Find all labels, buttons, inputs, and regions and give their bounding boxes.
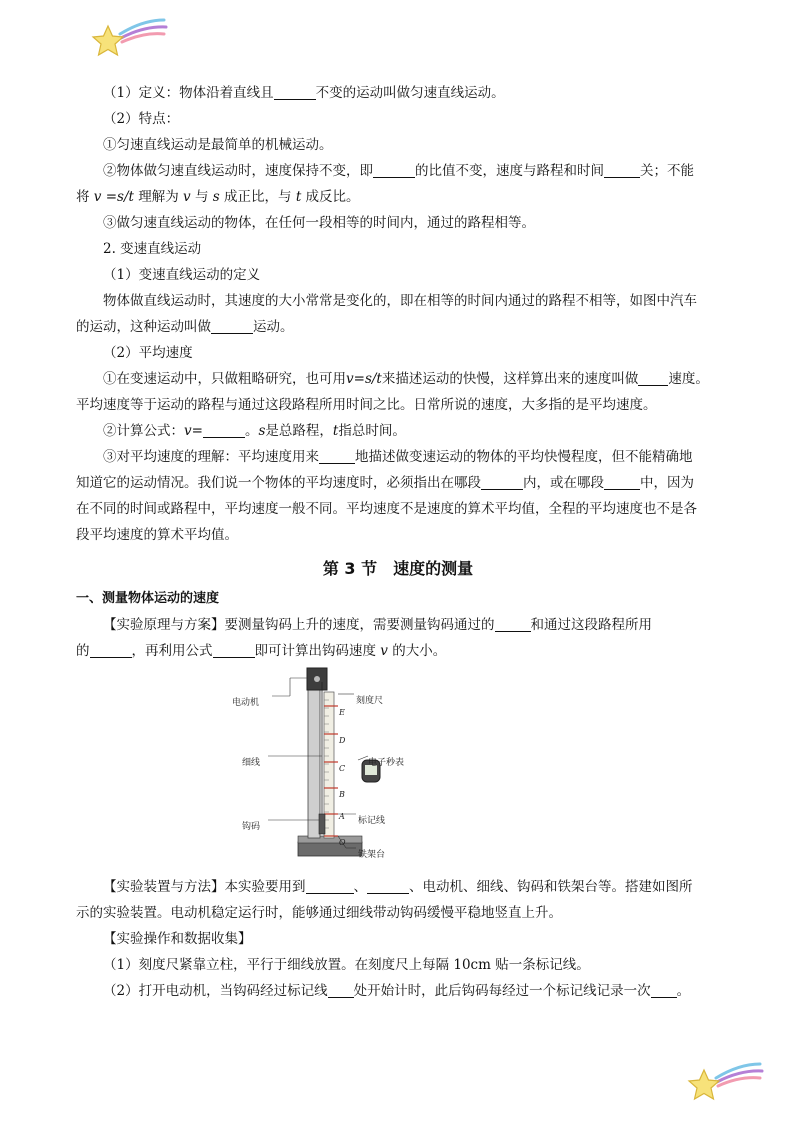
text: 。 (244, 423, 259, 439)
text: 【实验原理与方案】要测量钩码上升的速度，需要测量钩码通过的 (103, 617, 495, 633)
fill-blank[interactable] (203, 423, 245, 438)
label-stand: 铁架台 (358, 850, 386, 860)
text: ②计算公式： (103, 423, 184, 439)
text: ①在变速运动中，只做粗略研究，也可用 (103, 371, 346, 387)
fill-blank[interactable] (651, 983, 677, 998)
text: 理解为 (133, 189, 184, 205)
shooting-star-icon (88, 12, 168, 62)
paragraph-apparatus-cont: 示的实验装置。电动机稳定运行时，能够通过细线带动钩码缓慢平稳地竖直上升。 (76, 905, 562, 921)
var-s: s (212, 189, 220, 205)
text: 速度。 (668, 371, 709, 387)
text: = (191, 423, 203, 439)
fill-blank[interactable] (604, 475, 640, 490)
text: 关；不能 (640, 163, 694, 179)
paragraph-average-speed: （2）平均速度 (103, 345, 193, 361)
text: 中，因为 (640, 475, 694, 491)
paragraph-variable-text (76, 288, 720, 314)
fill-blank[interactable] (367, 879, 409, 894)
fill-blank[interactable] (274, 85, 316, 100)
mark-letter: A (339, 812, 345, 821)
text: 的大小。 (387, 643, 447, 659)
label-motor: 电动机 (232, 698, 260, 708)
text: （1）定义：物体沿着直线且 (103, 85, 274, 101)
paragraph-understanding-cont (76, 470, 720, 496)
paragraph-variable-definition: （1）变速直线运动的定义 (103, 267, 261, 283)
paragraph-feature-3: ③做匀速直线运动的物体，在任何一段相等的时间内，通过的路程相等。 (103, 215, 535, 231)
fill-blank[interactable] (306, 879, 354, 894)
text: 成正比，与 (219, 189, 296, 205)
paragraph-feature-2 (76, 158, 720, 184)
mark-letter: O (339, 838, 346, 847)
fill-blank[interactable] (328, 983, 354, 998)
text: 指总时间。 (338, 423, 406, 439)
text: 的比值不变，速度与路程和时间 (415, 163, 604, 179)
text: 。 (676, 983, 691, 999)
label-stopwatch: 电子秒表 (368, 758, 405, 768)
text: 处开始计时，此后钩码每经过一个标记线记录一次 (353, 983, 651, 999)
var-v: v (93, 189, 102, 205)
paragraph-formula (76, 418, 720, 444)
paragraph-understanding-cont2: 在不同的时间或路程中，平均速度一般不同。平均速度不是速度的算术平均值，全程的平均速度也不是各 (76, 501, 697, 517)
fill-blank[interactable] (638, 371, 668, 386)
text: 地描述做变速运动的物体的平均快慢程度，但不能精确地 (355, 449, 693, 465)
paragraph-features: （2）特点： (103, 111, 180, 127)
paragraph-variable-text-cont (76, 314, 720, 340)
text: 将 (76, 189, 94, 205)
text: 即可计算出钩码速度 (254, 643, 381, 659)
document-body (76, 80, 720, 1004)
paragraph-feature-1: ①匀速直线运动是最简单的机械运动。 (103, 137, 333, 153)
experiment-figure (76, 664, 720, 874)
paragraph-understanding (76, 444, 720, 470)
var-v: v (183, 189, 191, 205)
var-t: t (332, 423, 339, 439)
fill-blank[interactable] (90, 643, 132, 658)
text: 知道它的运动情况。我们说一个物体的平均速度时，必须指出在哪段 (76, 475, 481, 491)
fill-blank[interactable] (213, 643, 255, 658)
text: 物体做直线运动时，其速度的大小常常是变化的，即在相等的时间内通过的路程不相等，如图中汽车 (103, 293, 697, 309)
mark-letter: D (339, 736, 346, 745)
paragraph-average-1-cont: 平均速度等于运动的路程与通过这段路程所用时间之比。日常所说的速度，大多指的是平均速度。 (76, 397, 657, 413)
text: 来描述运动的快慢，这样算出来的速度叫做 (381, 371, 639, 387)
text: ②物体做匀速直线运动时，速度保持不变，即 (103, 163, 373, 179)
subheading-measure: 一、测量物体运动的速度 (76, 591, 220, 606)
label-ruler: 刻度尺 (356, 696, 384, 706)
var-s: s (258, 423, 266, 439)
text: 运动。 (253, 319, 294, 335)
heading-operation: 【实验操作和数据收集】 (103, 931, 252, 947)
paragraph-principle-cont (76, 638, 720, 664)
fill-blank[interactable] (373, 163, 415, 178)
text: ③对平均速度的理解：平均速度用来 (103, 449, 319, 465)
mark-letter: E (339, 708, 345, 717)
var-st: s/t (117, 189, 134, 205)
fill-blank[interactable] (319, 449, 355, 464)
text: 的运动，这种运动叫做 (76, 319, 211, 335)
label-string: 细线 (242, 758, 261, 768)
fill-blank[interactable] (211, 319, 253, 334)
fill-blank[interactable] (481, 475, 523, 490)
fill-blank[interactable] (604, 163, 640, 178)
text: 、 (353, 879, 367, 895)
text: 不变的运动叫做匀速直线运动。 (315, 85, 505, 101)
fill-blank[interactable] (495, 617, 531, 632)
paragraph-average-1 (76, 366, 720, 392)
shooting-star-icon (684, 1056, 764, 1106)
text: 、电动机、细线、钩码和铁架台等。搭建如图所 (409, 879, 693, 895)
text: 内，或在哪段 (523, 475, 604, 491)
heading-variable-motion: 2. 变速直线运动 (103, 241, 202, 257)
text: 和通过这段路程所用 (530, 617, 652, 633)
var-v: v (184, 423, 192, 439)
var-t: t (295, 189, 302, 205)
label-mark-line: 标记线 (358, 816, 386, 826)
mark-letter: C (339, 764, 346, 773)
paragraph-apparatus (76, 874, 720, 900)
paragraph-definition (76, 80, 720, 106)
label-weight: 钩码 (242, 822, 261, 832)
formula: v=s/t (346, 371, 382, 387)
section-title: 第 3 节 速度的测量 (322, 559, 474, 578)
var-v: v (380, 643, 388, 659)
text: （2）打开电动机，当钩码经过标记线 (103, 983, 328, 999)
text: 与 (190, 189, 213, 205)
paragraph-feature-2-cont (76, 184, 720, 210)
text: 是总路程， (265, 423, 333, 439)
text: = (101, 189, 118, 205)
paragraph-step-1: （1）刻度尺紧靠立柱，平行于细线放置。在刻度尺上每隔 10cm 贴一条标记线。 (103, 957, 590, 973)
paragraph-understanding-cont3: 段平均速度的算术平均值。 (76, 527, 238, 543)
text: 成反比。 (301, 189, 360, 205)
text: ，再利用公式 (131, 643, 213, 659)
paragraph-principle (76, 612, 720, 638)
mark-letter: B (339, 790, 345, 799)
paragraph-step-2 (76, 978, 720, 1004)
text: 的 (76, 643, 90, 659)
text: 【实验装置与方法】本实验要用到 (103, 879, 306, 895)
